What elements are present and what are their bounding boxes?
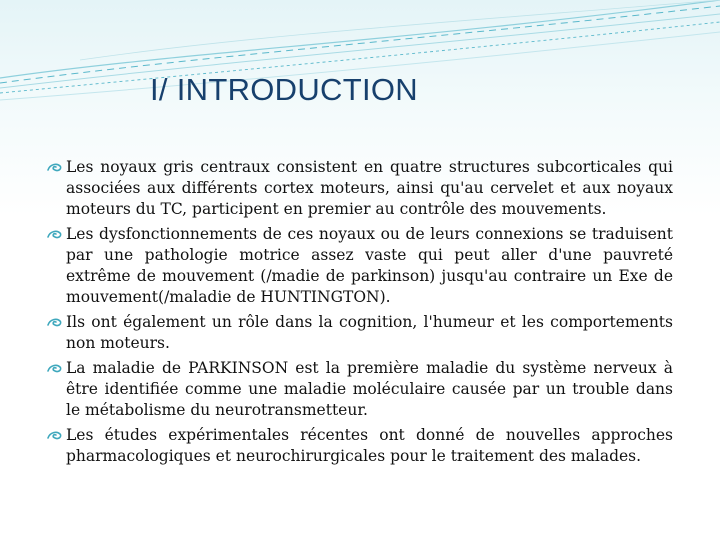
bullet-list bbox=[46, 157, 673, 471]
slide-title: I/ INTRODUCTION bbox=[150, 72, 418, 107]
bullet-item bbox=[46, 224, 673, 308]
bullet-item bbox=[46, 157, 673, 220]
bullet-item bbox=[46, 425, 673, 467]
swirl-bullet-icon bbox=[46, 316, 63, 329]
bullet-item bbox=[46, 358, 673, 421]
swirl-bullet-icon bbox=[46, 429, 63, 442]
swirl-bullet-icon bbox=[46, 161, 63, 174]
swirl-bullet-icon bbox=[46, 362, 63, 375]
bullet-text: Les dysfonctionnements de ces noyaux ou de leurs connexions se traduisent par une pathologie motrice assez vaste qui peut aller d'une pauvreté extrême de mouvement (/madie de parkinson) jusqu'au contraire un Exe de mouvement(/maladie de HUNTINGTON). bbox=[66, 225, 673, 306]
bullet-item bbox=[46, 312, 673, 354]
bullet-text: Ils ont également un rôle dans la cognition, l'humeur et les comportements non moteurs. bbox=[66, 313, 673, 352]
bullet-text: La maladie de PARKINSON est la première maladie du système nerveux à être identifiée comme une maladie moléculaire causée par un trouble dans le métabolisme du neurotransmetteur. bbox=[66, 359, 673, 419]
bullet-text: Les études expérimentales récentes ont donné de nouvelles approches pharmacologiques et neurochirurgicales pour le traitement des malades. bbox=[66, 426, 673, 465]
bullet-text: Les noyaux gris centraux consistent en quatre structures subcorticales qui associées aux différents cortex moteurs, ainsi qu'au cervelet et aux noyaux moteurs du TC, participent en premier au contrôle des mouvements. bbox=[66, 158, 673, 218]
swirl-bullet-icon bbox=[46, 228, 63, 241]
